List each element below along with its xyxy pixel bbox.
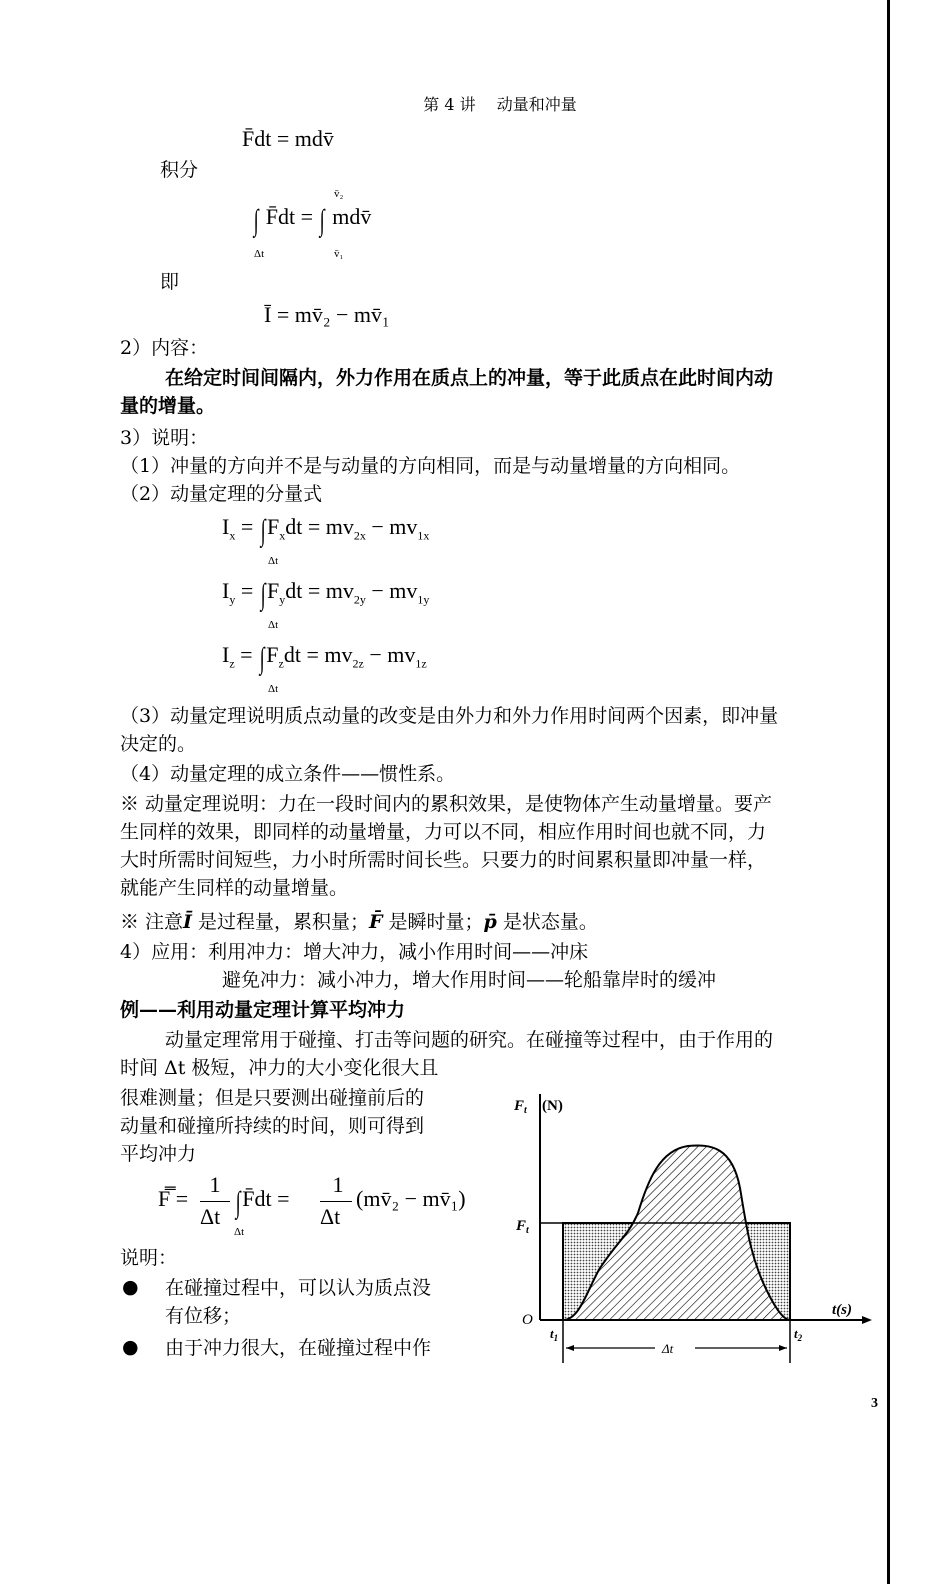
equation-impulse: Ī = mv̄₂ − mv̄₁	[264, 302, 390, 327]
interval-label: Δt	[662, 1341, 674, 1356]
avg-force-label: $F_t$	[516, 1218, 529, 1236]
remark-line3: 大时所需时间短些，力小时所需时间长些。只要力的时间累积量即冲量一样，	[120, 849, 767, 871]
impulse-force-figure	[510, 1088, 880, 1378]
example-para-line1: 动量定理常用于碰撞、打击等问题的研究。在碰撞等过程中，由于作用的	[165, 1029, 774, 1051]
equation-f-dt: F̄dt = mdv̄	[242, 126, 334, 151]
t1-label: $t_1$	[550, 1326, 559, 1343]
integral-upper-limit: v̄₂	[334, 188, 344, 200]
content-theorem-line2: 量的增量。	[120, 395, 216, 417]
avg-integral-limit: Δt	[234, 1226, 245, 1238]
avg-frac2-den: Δt	[320, 1204, 341, 1229]
content-theorem-line1: 在给定时间间隔内，外力作用在质点上的冲量，等于此质点在此时间内动	[165, 367, 774, 389]
x-axis-label: t(s)	[832, 1302, 852, 1318]
origin-label: O	[522, 1312, 533, 1328]
bullet-dot-1: ●	[122, 1276, 139, 1298]
note-1: （1）冲量的方向并不是与动量的方向相同，而是与动量增量的方向相同。	[120, 455, 741, 477]
page-header: 第 4 讲 动量和冲量	[423, 95, 577, 114]
label-ie: 即	[160, 271, 180, 293]
bullet-2-line1: 由于冲力很大，在碰撞过程中作	[165, 1337, 432, 1359]
avg-frac1-bar	[200, 1201, 230, 1202]
example-title: 例——利用动量定理计算平均冲力	[120, 999, 406, 1021]
content-heading: 2）内容：	[120, 337, 209, 359]
y-axis-unit: (N)	[542, 1098, 563, 1114]
avg-frac1-num: 1	[209, 1172, 221, 1197]
example-para-line5: 平均冲力	[120, 1143, 197, 1165]
remark-line4: 就能产生同样的动量增量。	[120, 877, 349, 899]
t2-label: $t_2$	[794, 1326, 803, 1343]
explain2-heading: 说明：	[120, 1247, 178, 1269]
example-para-line3: 很难测量；但是只要测出碰撞前后的	[120, 1087, 425, 1109]
iy-lower-limit: Δt	[268, 619, 279, 631]
note-3-line1: （3）动量定理说明质点动量的改变是由外力和外力作用时间两个因素，即冲量	[120, 705, 779, 727]
ix-lower-limit: Δt	[268, 555, 279, 567]
remark-line1: ※ 动量定理说明：力在一段时间内的累积效果，是使物体产生动量增量。要产	[120, 793, 773, 815]
avg-lhs: F̿ =	[158, 1186, 189, 1211]
equation-integral	[252, 204, 371, 238]
iz-lower-limit: Δt	[268, 683, 279, 695]
page-number: 3	[871, 1396, 878, 1411]
application-line1: 4）应用：利用冲力：增大冲力，减小作用时间——冲床	[120, 941, 589, 963]
equation-iy: $I_y = \int F_ydt = mv_{2y} - mv_{1y}$	[222, 578, 430, 611]
avg-frac2-num: 1	[332, 1172, 344, 1197]
integral-sign: ∫	[253, 204, 259, 237]
avg-integral: ∫F̄dt =	[235, 1186, 290, 1219]
integral-lower-limit: v̄₁	[334, 248, 344, 260]
avg-rhs: (mv̄₂ − mv̄₁)	[356, 1186, 466, 1211]
example-para-line2: 时间 Δt 极短，冲力的大小变化很大且	[120, 1057, 439, 1079]
integral-lower-limit-dt: Δt	[254, 248, 265, 260]
attention-line: ※ 注意Ī 是过程量，累积量；F̄ 是瞬时量；p̄ 是状态量。	[120, 911, 598, 933]
bullet-1-line1: 在碰撞过程中，可以认为质点没	[165, 1277, 432, 1299]
avg-frac1-den: Δt	[200, 1204, 221, 1229]
explain-heading: 3）说明：	[120, 427, 209, 449]
integral-lhs: F̄dt =	[265, 204, 313, 229]
avg-frac2-bar	[320, 1201, 352, 1202]
y-axis-label: $F_t$	[514, 1098, 527, 1116]
equation-ix: $I_x = \int F_xdt = mv_{2x} - mv_{1x}$	[222, 514, 430, 547]
bullet-dot-2: ●	[122, 1336, 139, 1358]
application-line2: 避免冲力：减小冲力，增大作用时间——轮船靠岸时的缓冲	[222, 969, 717, 991]
example-para-line4: 动量和碰撞所持续的时间，则可得到	[120, 1115, 425, 1137]
bullet-1-line2: 有位移；	[165, 1305, 242, 1327]
remark-line2: 生同样的效果，即同样的动量增量，力可以不同，相应作用时间也就不同，力	[120, 821, 767, 843]
x-axis-arrow	[862, 1316, 872, 1324]
integral-sign-2: ∫	[320, 204, 326, 237]
note-4: （4）动量定理的成立条件——惯性系。	[120, 763, 456, 785]
label-integral: 积分	[160, 159, 199, 181]
note-2: （2）动量定理的分量式	[120, 483, 323, 505]
integral-rhs: mdv̄	[332, 204, 372, 229]
page-right-border	[887, 0, 890, 1584]
equation-average-force	[158, 1186, 188, 1212]
note-3-line2: 决定的。	[120, 733, 197, 755]
equation-iz: $I_z = \int F_zdt = mv_{2z} - mv_{1z}$	[222, 642, 427, 675]
